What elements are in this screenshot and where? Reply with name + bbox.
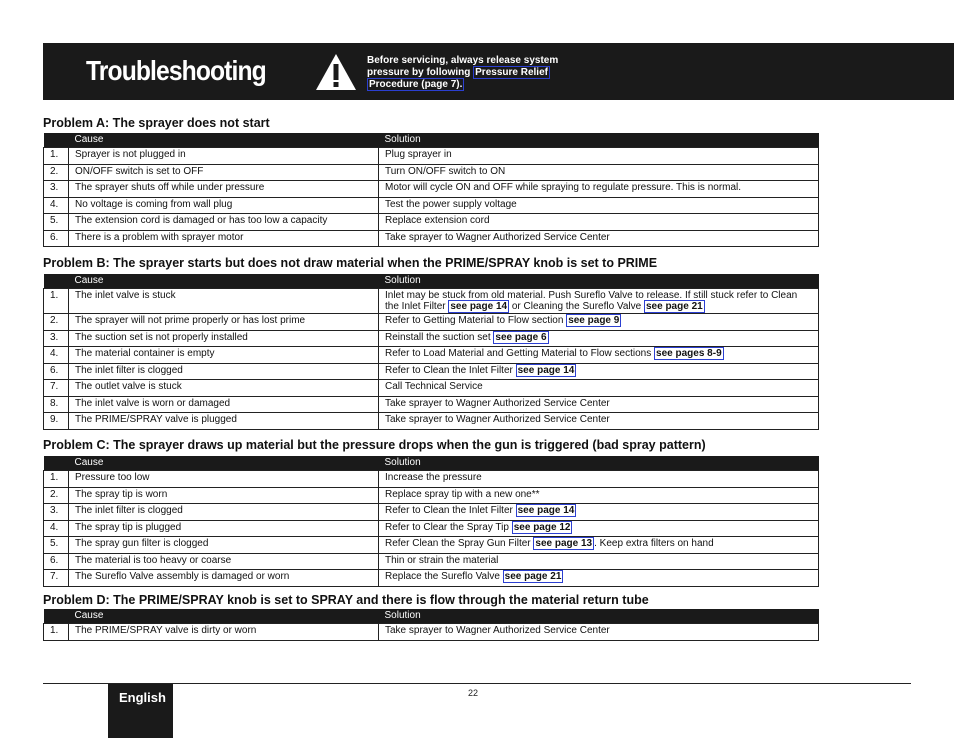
page-reference-link[interactable]: see page 12 [513,521,571,533]
solution-text: Replace the Sureflo Valve [385,571,503,582]
page-reference-link[interactable]: see page 6 [495,331,547,343]
header-cause: Cause [69,274,379,289]
solution-cell [379,314,819,331]
cause-cell: The PRIME/SPRAY valve is dirty or worn [69,624,379,641]
header-number [44,609,69,624]
language-label: English [119,690,166,705]
row-number: 5. [44,537,69,554]
table-row [44,181,819,198]
page-reference-link[interactable]: see page 14 [450,301,508,312]
solution-text: Take sprayer to Wagner Authorized Service Center [385,397,610,409]
cause-cell: The extension cord is damaged or has too low a capacity [69,214,379,231]
cause-cell: The material container is empty [69,347,379,364]
problem-b-title: Problem B: The sprayer starts but does not draw material when the PRIME/SPRAY knob is set to PRIME [43,256,658,270]
table-row [44,363,819,380]
solution-text: Refer Clean the Spray Gun Filter [385,538,534,549]
header-cause: Cause [69,133,379,148]
table-header [44,274,819,289]
row-number: 8. [44,396,69,413]
problem-b-table [43,274,819,430]
row-number: 4. [44,520,69,537]
solution-cell [379,148,819,165]
solution-cell [379,413,819,430]
solution-text: Take sprayer to Wagner Authorized Service Center [385,625,610,636]
page-number: 22 [468,688,479,698]
row-number: 3. [44,181,69,198]
page-reference-link[interactable]: see pages 8-9 [656,348,722,359]
solution-text: Motor will cycle ON and OFF while spraying to regulate pressure. This is normal. [385,182,742,193]
table-header [44,456,819,471]
header-cause: Cause [69,456,379,471]
cause-cell: The spray tip is worn [69,487,379,504]
table-row [44,230,819,247]
pressure-relief-link[interactable]: Pressure Relief [475,67,548,78]
cause-cell: The sprayer will not prime properly or has lost prime [69,314,379,331]
row-number: 6. [44,363,69,380]
table-row [44,380,819,397]
table-row [44,537,819,554]
row-number: 1. [44,624,69,641]
solution-cell [379,363,819,380]
solution-cell [379,289,819,314]
page-reference-link[interactable]: see page 21 [645,301,703,312]
solution-text: Increase the pressure [385,472,482,483]
cause-cell: The inlet valve is stuck [69,289,379,314]
solution-cell [379,347,819,364]
table-header [44,133,819,148]
table-row [44,471,819,488]
solution-text: Plug sprayer in [385,149,452,160]
solution-cell [379,504,819,521]
warning-text [367,55,577,91]
problem-c-title: Problem C: The sprayer draws up material but the pressure drops when the gun is triggered (bad spray pattern) [43,438,706,452]
solution-text: Inlet may be stuck from old material. Push Sureflo Valve to release. If still stuck refer to Clean the Inlet Filter [385,290,798,312]
header-cause: Cause [69,609,379,624]
solution-cell [379,164,819,181]
table-row [44,520,819,537]
problem-d-table [43,609,819,641]
solution-cell [379,230,819,247]
solution-text: Refer to Clean the Inlet Filter [385,364,516,376]
solution-cell [379,537,819,554]
row-number: 9. [44,413,69,430]
page-reference-link[interactable]: see page 14 [517,364,575,376]
problem-d-title: Problem D: The PRIME/SPRAY knob is set to SPRAY and there is flow through the material return tube [43,593,649,607]
problem-c-table [43,456,819,587]
row-number: 6. [44,230,69,247]
header-solution: Solution [379,133,819,148]
cause-cell: The inlet filter is clogged [69,363,379,380]
solution-cell [379,330,819,347]
solution-text: Test the power supply voltage [385,198,517,210]
cause-cell: There is a problem with sprayer motor [69,230,379,247]
solution-cell [379,520,819,537]
solution-text: Take sprayer to Wagner Authorized Service Center [385,414,610,425]
header-number [44,274,69,289]
problem-a-title: Problem A: The sprayer does not start [43,116,270,130]
procedure-page-7-link[interactable]: Procedure (page 7). [369,79,463,90]
table-row [44,164,819,181]
table-row [44,214,819,231]
solution-text-continued: . Keep extra filters on hand [594,538,714,549]
row-number: 4. [44,197,69,214]
header-number [44,133,69,148]
header-bar [43,43,954,100]
solution-text: Reinstall the suction set [385,331,494,343]
cause-cell: The outlet valve is stuck [69,380,379,397]
table-row [44,289,819,314]
table-row [44,396,819,413]
table-row [44,330,819,347]
cause-cell: The PRIME/SPRAY valve is plugged [69,413,379,430]
solution-text: Refer to Load Material and Getting Material to Flow sections [385,348,655,359]
solution-text: Refer to Clean the Inlet Filter [385,505,516,516]
row-number: 7. [44,570,69,587]
row-number: 2. [44,164,69,181]
solution-cell [379,396,819,413]
solution-cell [379,380,819,397]
cause-cell: The spray gun filter is clogged [69,537,379,554]
page-title: Troubleshooting [86,55,266,86]
solution-cell [379,553,819,570]
cause-cell: The Sureflo Valve assembly is damaged or worn [69,570,379,587]
solution-text: Turn ON/OFF switch to ON [385,165,506,177]
solution-cell [379,570,819,587]
page-reference-link[interactable]: see page 14 [517,505,575,516]
row-number: 2. [44,314,69,331]
table-header [44,609,819,624]
header-number [44,456,69,471]
row-number: 1. [44,289,69,314]
header-solution: Solution [379,456,819,471]
solution-text: Thin or strain the material [385,554,499,566]
warning-line-1: Before servicing, always release system [367,55,559,66]
cause-cell: Pressure too low [69,471,379,488]
solution-cell [379,487,819,504]
solution-text: Call Technical Service [385,381,483,392]
solution-cell [379,214,819,231]
page-reference-link[interactable]: see page 13 [535,538,593,549]
table-row [44,197,819,214]
solution-cell [379,197,819,214]
table-row [44,347,819,364]
language-tab [108,684,173,738]
solution-text: Replace spray tip with a new one** [385,488,540,500]
cause-cell: No voltage is coming from wall plug [69,197,379,214]
cause-cell: Sprayer is not plugged in [69,148,379,165]
solution-text: Replace extension cord [385,215,490,226]
table-row [44,314,819,331]
page-reference-link[interactable]: see page 9 [568,315,620,326]
table-row [44,624,819,641]
cause-cell: The spray tip is plugged [69,520,379,537]
solution-text-continued: or Cleaning the Sureflo Valve [509,301,644,312]
row-number: 6. [44,553,69,570]
row-number: 1. [44,471,69,488]
warning-triangle-icon [315,53,357,91]
table-row [44,504,819,521]
cause-cell: The inlet filter is clogged [69,504,379,521]
solution-cell [379,181,819,198]
solution-text: Take sprayer to Wagner Authorized Service Center [385,231,610,243]
cause-cell: The material is too heavy or coarse [69,553,379,570]
solution-cell [379,624,819,641]
cause-cell: ON/OFF switch is set to OFF [69,164,379,181]
table-row [44,413,819,430]
problem-a-table [43,133,819,247]
row-number: 1. [44,148,69,165]
cause-cell: The sprayer shuts off while under pressure [69,181,379,198]
row-number: 5. [44,214,69,231]
table-row [44,570,819,587]
footer-divider [43,683,911,684]
solution-text: Refer to Getting Material to Flow section [385,315,567,326]
row-number: 3. [44,330,69,347]
row-number: 3. [44,504,69,521]
row-number: 2. [44,487,69,504]
cause-cell: The suction set is not properly installed [69,330,379,347]
row-number: 4. [44,347,69,364]
warning-line-2: pressure by following [367,67,474,78]
table-row [44,487,819,504]
table-row [44,553,819,570]
row-number: 7. [44,380,69,397]
header-solution: Solution [379,609,819,624]
solution-cell [379,471,819,488]
cause-cell: The inlet valve is worn or damaged [69,396,379,413]
header-solution: Solution [379,274,819,289]
page-reference-link[interactable]: see page 21 [504,571,562,582]
solution-text: Refer to Clear the Spray Tip [385,521,512,533]
table-row [44,148,819,165]
